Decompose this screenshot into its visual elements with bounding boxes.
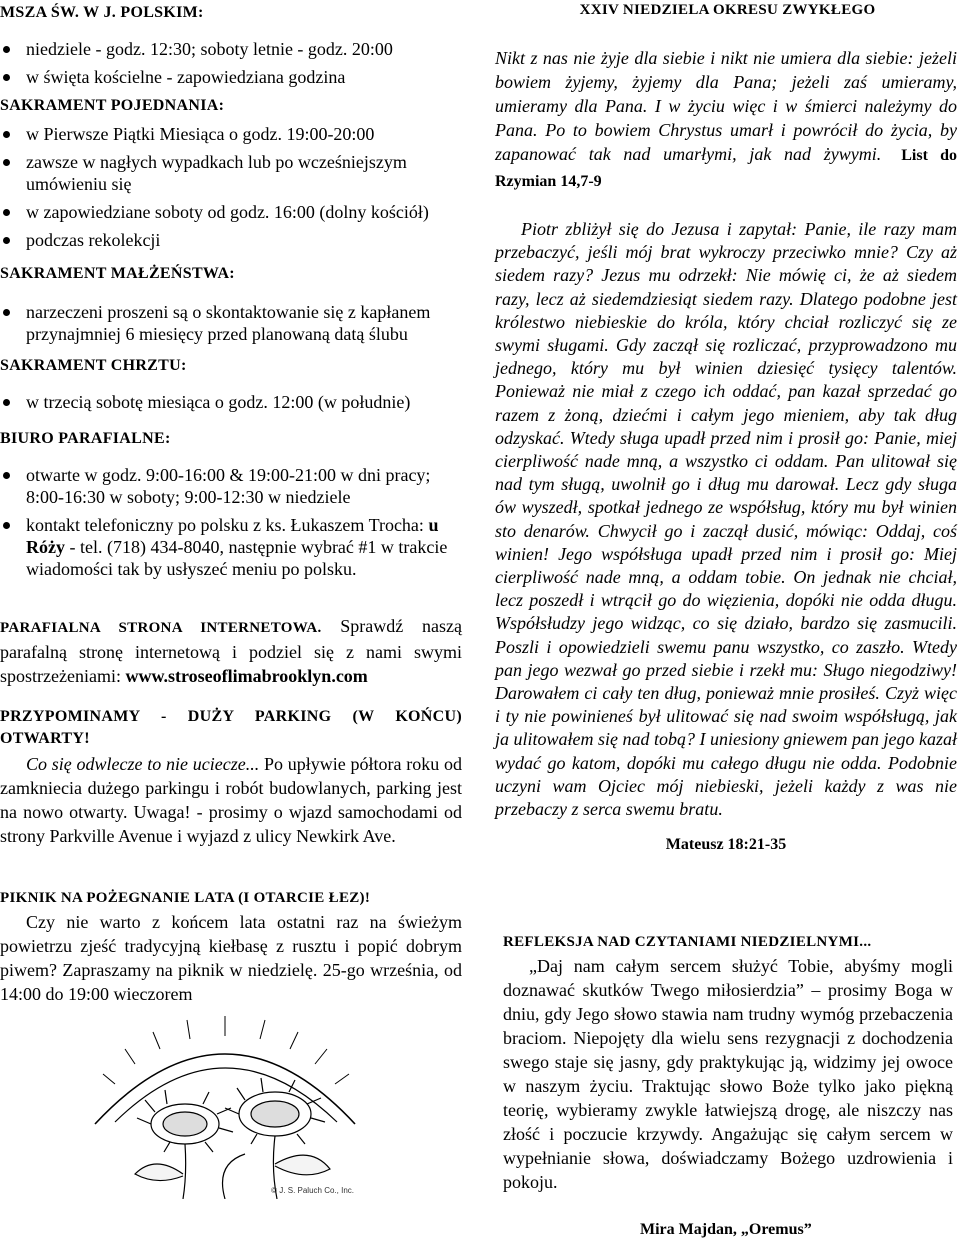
refleksja-title: REFLEKSJA NAD CZYTANIAMI NIEDZIELNYMI... <box>503 934 872 950</box>
strona-text: Sprawdź naszą parafalną stronę internetową i podziel się z nami swymi spostrzeżeniami: <box>0 616 462 686</box>
parking-heading: PRZYPOMINAMY - DUŻY PARKING (W KOŃCU) OTWARTY! <box>0 708 462 747</box>
sunflower-illustration <box>75 1004 370 1199</box>
parish-website-link[interactable]: www.stroseoflimabrooklyn.com <box>125 666 368 686</box>
list-item: w zapowiedziane soboty od godz. 16:00 (dolny kościół) <box>0 201 470 223</box>
strona-heading: PARAFIALNA STRONA INTERNETOWA. <box>0 620 322 636</box>
chrzest-title: SAKRAMENT CHRZTU: <box>0 357 187 374</box>
list-item: niedziele - godz. 12:30; soboty letnie - godz. 20:00 <box>0 38 470 60</box>
piknik-text: Czy nie warto z końcem lata ostatni raz na świeżym powietrzu zjeść tradycyjną kiełbasę z rusztu i popić dobrym piwem? Zapraszamy na piknik w niedzielę. 25-go września, od 14:00 do 19:00 wieczorem <box>0 912 462 1004</box>
gospel-reference: Mateusz 18:21-35 <box>665 836 787 854</box>
parking-italic: Co się odwlecze to nie uciecze... <box>26 754 260 774</box>
image-credit: © J. S. Paluch Co., Inc. <box>271 1186 354 1195</box>
biuro-section <box>0 430 470 580</box>
refleksja-block <box>503 930 953 1194</box>
reading1-text <box>495 46 957 194</box>
list-item: otwarte w godz. 9:00-16:00 & 19:00-21:00 w dni pracy; 8:00-16:30 w soboty; 9:00-12:30 w niedziele <box>0 464 470 508</box>
piknik-heading: PIKNIK NA POŻEGNANIE LATA (I OTARCIE ŁEZ)! <box>0 890 371 906</box>
parking-section <box>0 706 462 848</box>
gospel-block <box>495 218 957 856</box>
spowiedz-section <box>0 97 470 251</box>
biuro-phone-bold: u Róży <box>26 515 439 557</box>
gospel-text: Piotr zbliżył się do Jezusa i zapytał: Panie, ile razy mam przebaczyć, jeśli mój brat wykroczy przeciwko mnie? Czy aż siedem razy? Jezus mu odrzekł: Nie mówię ci, że aż siedem razy, lecz aż siedemdziesiąt siedem razy. Dlatego podobne jest królestwo niebieskie do króla, który chciał rozliczyć się ze swymi sługami. Gdy zaczął się rozliczać, przyprowadzono mu jednego, który mu był winien dziesięć tysięcy talentów. Ponieważ nie miał z czego ich oddać, pan kazał sprzedać go razem z żoną, dziećmi i całym jego mieniem, aby tak dług odzyskać. Wtedy sługa upadł przed nim i prosił go: Panie, miej cierpliwość nade mną, a wszystko ci oddam. Pan ulitował się nad tym sługą, uwolnił go i dług mu darował. Lecz gdy sługa ów wyszedł, spotkał jednego ze współsług, który mu był winien sto denarów. Chwycił go i zaczął dusić, mówiąc: Oddaj, coś winien! Jego współsługa upadł przed nim i prosił go: Miej cierpliwość nade mną, a oddam tobie. On jednak nie chciał, lecz poszedł i wtrącił go do więzienia, dopóki nie odda długu. Współsłudzy jego widząc, co się działo, bardzo się zasmucili. Poszli i opowiedzieli swemu panu wszystko, co zaszło. Wtedy pan jego wezwał go przed siebie i rzekł mu: Sługo niegodziwy! Darowałem ci cały ten dług, ponieważ mnie prosiłeś. Czyż więc i ty nie powinieneś był ulitować się nad swoim współsługą, jak ja ulitowałem się nad tobą? I uniesiony gniewem pan jego kazał wydać go katom, dopóki mu całego długu nie odda. Podobnie uczyni wam Ojciec mój niebieski, jeżeli każdy z was nie przebaczy z serca swemu bratu. <box>495 219 957 820</box>
piknik-section <box>0 886 462 1006</box>
list-item: podczas rekolekcji <box>0 229 470 251</box>
parking-text: Po upływie półtora roku od zamkniecia dużego parkingu i robót budowlanych, parking jest na nowo otwarty. Uwaga! - prosimy o wjazd samochodami od strony Parkville Avenue i wyjazd z ulicy Newkirk Ave. <box>0 754 463 846</box>
refleksja-author: Mira Majdan, „Oremus” <box>640 1221 812 1238</box>
reading1-reference: List do Rzymian 14,7-9 <box>495 147 957 190</box>
refleksja-text: „Daj nam całym sercem służyć Tobie, abyśmy mogli doznawać skutków Twego miłosierdzia” – prosimy Boga w dniu, gdy Jego słowo stawia nam trudny wymóg przebaczenia braciom. Niepojęty dla wielu sens rezygnacji z dochodzenia swego staje się jasny, gdy praktykując ją, widzimy jej owoce w naszym życiu. Traktując słowo Boże tylko jako piękną teorię, wybieramy zwykle łatwiejszą drogę, ale niszczy nas złość i poczucie krzywdy. Angażując się całym sercem w wypełnianie słowa, doświadczamy Bożego uzdrowienia i pokoju. <box>503 956 953 1192</box>
list-item: w trzecią sobotę miesiąca o godz. 12:00 (w południe) <box>0 391 470 413</box>
list-item: w święta kościelne - zapowiedziana godzina <box>0 66 470 88</box>
spowiedz-title: SAKRAMENT POJEDNANIA: <box>0 97 225 114</box>
malzenstwo-title: SAKRAMENT MAŁŻEŃSTWA: <box>0 265 235 282</box>
chrzest-section <box>0 357 470 413</box>
msze-title: MSZA ŚW. W J. POLSKIM: <box>0 4 204 21</box>
sunflower-icon <box>75 1004 370 1199</box>
malzenstwo-section <box>0 265 470 345</box>
list-item: w Pierwsze Piątki Miesiąca o godz. 19:00-20:00 <box>0 123 470 145</box>
sunday-title: XXIV NIEDZIELA OKRESU ZWYKŁEGO <box>579 2 876 18</box>
reading1-block <box>495 46 957 194</box>
list-item: zawsze w nagłych wypadkach lub po wcześniejszym umówieniu się <box>0 151 446 195</box>
biuro-phone-text: kontakt telefoniczny po polsku z ks. Łukaszem Trocha: <box>26 515 429 535</box>
list-item <box>0 514 470 580</box>
msze-section <box>0 4 470 88</box>
biuro-title: BIURO PARAFIALNE: <box>0 430 171 447</box>
biuro-phone-rest: - tel. (718) 434-8040, następnie wybrać #1 w trakcie wiadomości tak by usłyszeć meniu po polsku. <box>26 537 448 579</box>
list-item: narzeczeni proszeni są o skontaktowanie się z kapłanem przynajmniej 6 miesięcy przed planowaną datą ślubu <box>0 301 470 345</box>
reading1-body: Nikt z nas nie żyje dla siebie i nikt nie umiera dla siebie: jeżeli bowiem żyjemy, żyjemy dla Pana; jeżeli zaś umieramy, umieramy dla Pana. I w życiu więc i w śmierci należymy do Pana. Po to bowiem Chrystus umarł i powrócił do życia, by zapanować tak nad umarłymi, jak nad żywymi. <box>495 48 957 164</box>
strona-section <box>0 614 462 688</box>
